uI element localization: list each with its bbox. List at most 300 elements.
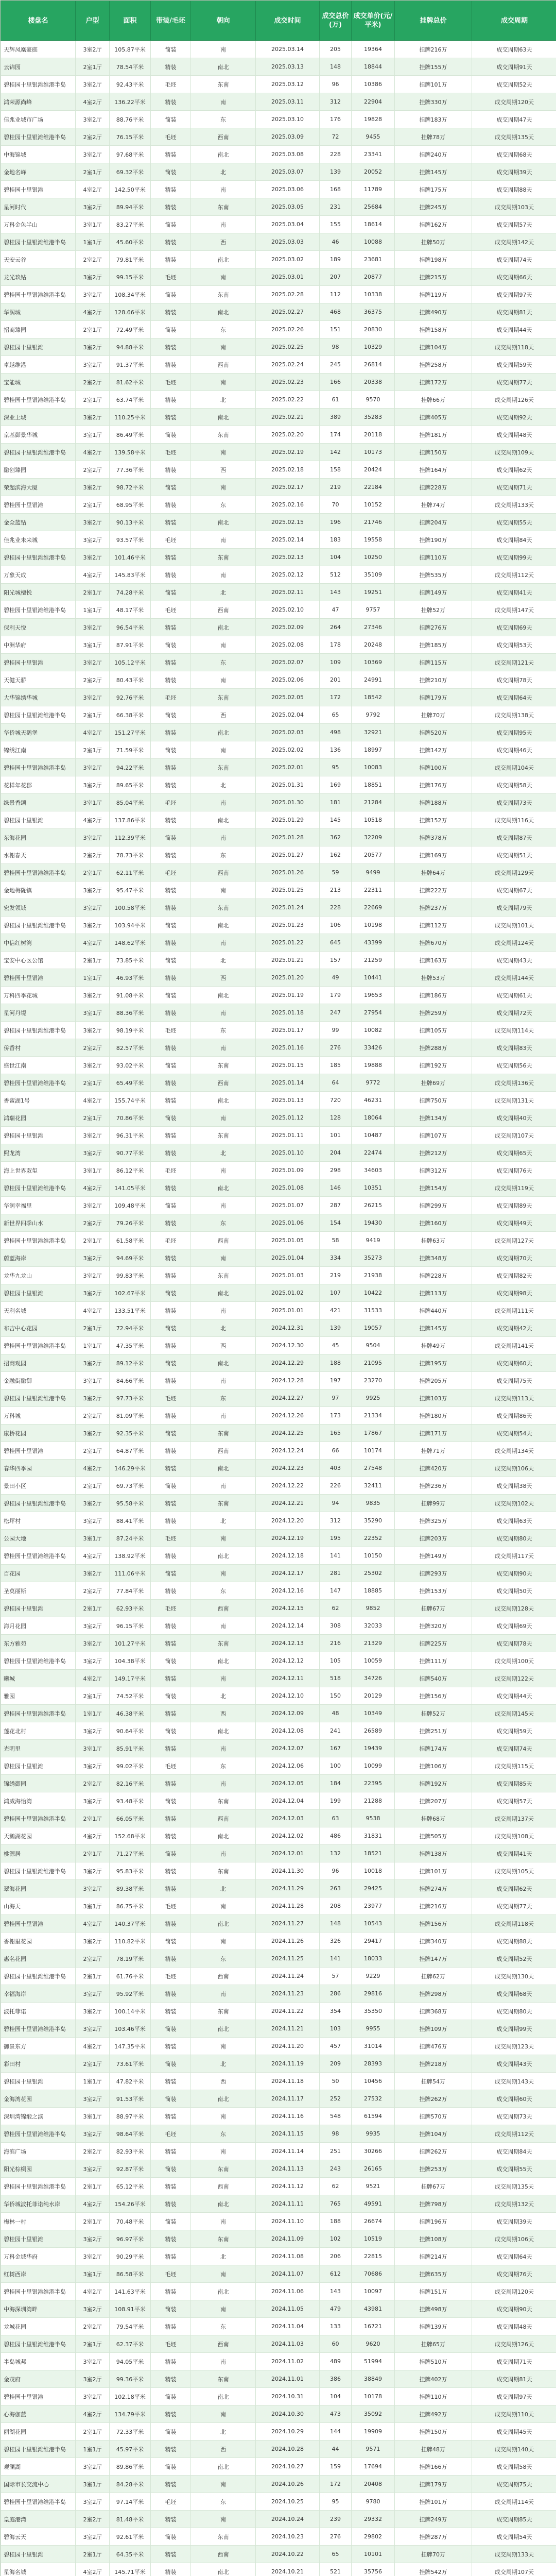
- deal-date-cell: 2025.01.28: [256, 829, 320, 846]
- layout-cell: 2室1厅: [76, 496, 110, 514]
- deal-cycle-cell: 成交周期103天: [472, 198, 556, 216]
- unit-price-cell: 10518: [352, 811, 395, 829]
- table-row: [1, 2055, 556, 2073]
- area-cell: 92.87平米: [110, 2160, 151, 2178]
- layout-cell: 3室2厅: [76, 1635, 110, 1652]
- decoration-cell: 精装: [151, 1004, 191, 1022]
- listing-price-cell: 挂牌169万: [395, 846, 472, 864]
- community-cell: 鸿威海怡湾: [1, 1792, 76, 1810]
- decoration-cell: 精装: [151, 759, 191, 776]
- decoration-cell: 毛坯: [151, 1600, 191, 1617]
- layout-cell: 4室2厅: [76, 2283, 110, 2300]
- deal-date-cell: 2024.11.05: [256, 2300, 320, 2318]
- unit-price-cell: 18885: [352, 1582, 395, 1600]
- orientation-cell: 西南: [191, 1074, 256, 1092]
- community-cell: 碧桂园十里银滩维港半岛: [1, 1495, 76, 1512]
- unit-price-cell: 17694: [352, 2458, 395, 2476]
- deal-date-cell: 2025.03.12: [256, 76, 320, 93]
- deal-date-cell: 2025.02.22: [256, 391, 320, 409]
- table-row: [1, 2090, 556, 2108]
- decoration-cell: 毛坯: [151, 601, 191, 619]
- deal-date-cell: 2024.11.06: [256, 2283, 320, 2300]
- community-cell: 碧桂园十里银滩维港半岛: [1, 1705, 76, 1722]
- total-price-cell: 386: [320, 2370, 352, 2388]
- unit-price-cell: 49591: [352, 2195, 395, 2213]
- total-price-cell: 228: [320, 146, 352, 163]
- decoration-cell: 精装: [151, 1635, 191, 1652]
- header-cell-area: 面积: [110, 1, 151, 41]
- deal-cycle-cell: 成交周期43天: [472, 2055, 556, 2073]
- orientation-cell: 东: [191, 1214, 256, 1232]
- decoration-cell: 精装: [151, 2230, 191, 2248]
- listing-price-cell: 挂牌139万: [395, 2318, 472, 2335]
- unit-price-cell: 10099: [352, 1757, 395, 1775]
- unit-price-cell: 18521: [352, 1845, 395, 1862]
- layout-cell: 4室2厅: [76, 303, 110, 321]
- unit-price-cell: 18033: [352, 1950, 395, 1968]
- orientation-cell: 南北: [191, 811, 256, 829]
- listing-price-cell: 挂牌70万: [395, 2546, 472, 2563]
- listing-price-cell: 挂牌298万: [395, 1985, 472, 2003]
- listing-price-cell: 挂牌262万: [395, 2090, 472, 2108]
- deal-date-cell: 2025.02.13: [256, 549, 320, 566]
- table-row: [1, 1880, 556, 1897]
- layout-cell: 2室2厅: [76, 128, 110, 146]
- area-cell: 154.26平米: [110, 2195, 151, 2213]
- total-price-cell: 97: [320, 1389, 352, 1407]
- layout-cell: 2室2厅: [76, 2143, 110, 2160]
- deal-date-cell: 2025.03.04: [256, 216, 320, 233]
- area-cell: 68.95平米: [110, 496, 151, 514]
- deal-date-cell: 2025.01.24: [256, 899, 320, 917]
- community-cell: 天鹅湖花园: [1, 1827, 76, 1845]
- orientation-cell: 东南: [191, 286, 256, 303]
- layout-cell: 3室2厅: [76, 1512, 110, 1530]
- deal-cycle-cell: 成交周期54天: [472, 2528, 556, 2546]
- table-row: [1, 1214, 556, 1232]
- area-cell: 155.74平米: [110, 1092, 151, 1109]
- unit-price-cell: 10173: [352, 444, 395, 461]
- layout-cell: 2室1厅: [76, 864, 110, 882]
- listing-price-cell: 挂牌312万: [395, 1162, 472, 1179]
- area-cell: 100.14平米: [110, 2003, 151, 2020]
- layout-cell: 1室1厅: [76, 1337, 110, 1354]
- unit-price-cell: 43399: [352, 934, 395, 952]
- orientation-cell: 北: [191, 1880, 256, 1897]
- unit-price-cell: 10422: [352, 1284, 395, 1302]
- orientation-cell: 北: [191, 1512, 256, 1530]
- total-price-cell: 144: [320, 2423, 352, 2441]
- total-price-cell: 239: [320, 2511, 352, 2528]
- layout-cell: 3室1厅: [76, 2108, 110, 2125]
- orientation-cell: 东南: [191, 2160, 256, 2178]
- community-cell: 光明里: [1, 1740, 76, 1757]
- deal-date-cell: 2024.11.10: [256, 2213, 320, 2230]
- deal-cycle-cell: 成交周期88天: [472, 1933, 556, 1950]
- deal-cycle-cell: 成交周期60天: [472, 1354, 556, 1372]
- total-price-cell: 196: [320, 514, 352, 531]
- table-row: [1, 2248, 556, 2265]
- table-row: [1, 2458, 556, 2476]
- unit-price-cell: 24991: [352, 671, 395, 689]
- deal-cycle-cell: 成交周期113天: [472, 1389, 556, 1407]
- total-price-cell: 59: [320, 864, 352, 882]
- header-cell-layout: 户型: [76, 1, 110, 41]
- deal-date-cell: 2025.02.27: [256, 303, 320, 321]
- community-cell: 星海名城: [1, 2563, 76, 2576]
- deal-cycle-cell: 成交周期77天: [472, 1897, 556, 1915]
- deal-date-cell: 2024.12.11: [256, 1670, 320, 1687]
- table-row: [1, 794, 556, 811]
- decoration-cell: 毛坯: [151, 2335, 191, 2353]
- layout-cell: 2室1厅: [76, 58, 110, 76]
- total-price-cell: 107: [320, 1284, 352, 1302]
- community-cell: 康桥花园: [1, 1425, 76, 1442]
- area-cell: 139.58平米: [110, 444, 151, 461]
- deal-cycle-cell: 成交周期118天: [472, 338, 556, 356]
- layout-cell: 4室2厅: [76, 1092, 110, 1109]
- table-row: [1, 2283, 556, 2300]
- decoration-cell: 精装: [151, 776, 191, 794]
- area-cell: 81.48平米: [110, 2511, 151, 2528]
- listing-price-cell: 挂牌62万: [395, 1968, 472, 1985]
- total-price-cell: 159: [320, 2458, 352, 2476]
- orientation-cell: 南: [191, 1897, 256, 1915]
- listing-price-cell: 挂牌101万: [395, 1862, 472, 1880]
- unit-price-cell: 35290: [352, 1512, 395, 1530]
- listing-price-cell: 挂牌154万: [395, 1179, 472, 1197]
- unit-price-cell: 21284: [352, 794, 395, 811]
- listing-price-cell: 挂牌109万: [395, 2020, 472, 2038]
- area-cell: 82.93平米: [110, 2143, 151, 2160]
- area-cell: 69.32平米: [110, 163, 151, 181]
- layout-cell: 3室2厅: [76, 2248, 110, 2265]
- layout-cell: 3室2厅: [76, 759, 110, 776]
- table-row: [1, 2388, 556, 2405]
- community-cell: 阳光城檀悦: [1, 584, 76, 601]
- area-cell: 99.36平米: [110, 2370, 151, 2388]
- listing-price-cell: 挂牌240万: [395, 146, 472, 163]
- total-price-cell: 181: [320, 794, 352, 811]
- listing-price-cell: 挂牌535万: [395, 566, 472, 584]
- deal-date-cell: 2025.02.06: [256, 671, 320, 689]
- orientation-cell: 东: [191, 1389, 256, 1407]
- decoration-cell: 精装: [151, 461, 191, 479]
- unit-price-cell: 22815: [352, 2248, 395, 2265]
- unit-price-cell: 32411: [352, 1477, 395, 1495]
- decoration-cell: 简装: [151, 2090, 191, 2108]
- community-cell: 天辉凤凰豪庭: [1, 41, 76, 58]
- listing-price-cell: 挂牌798万: [395, 2195, 472, 2213]
- community-cell: 碧桂园十里银滩维港半岛: [1, 1022, 76, 1039]
- orientation-cell: 南北: [191, 58, 256, 76]
- deal-cycle-cell: 成交周期90天: [472, 2300, 556, 2318]
- decoration-cell: 简装: [151, 2423, 191, 2441]
- layout-cell: 4室2厅: [76, 566, 110, 584]
- decoration-cell: 简装: [151, 2300, 191, 2318]
- total-price-cell: 112: [320, 286, 352, 303]
- listing-price-cell: 挂牌492万: [395, 2405, 472, 2423]
- deal-date-cell: 2025.01.17: [256, 1022, 320, 1039]
- decoration-cell: 精装: [151, 2038, 191, 2055]
- total-price-cell: 287: [320, 1197, 352, 1214]
- orientation-cell: 南: [191, 2143, 256, 2160]
- table-row: [1, 303, 556, 321]
- orientation-cell: 南: [191, 829, 256, 846]
- area-cell: 99.15平米: [110, 268, 151, 286]
- listing-price-cell: 挂牌236万: [395, 1477, 472, 1495]
- community-cell: 锦绣江南: [1, 741, 76, 759]
- deal-cycle-cell: 成交周期39天: [472, 2213, 556, 2230]
- unit-price-cell: 31831: [352, 1827, 395, 1845]
- community-cell: 碧桂园十里银滩维港半岛: [1, 286, 76, 303]
- layout-cell: 3室2厅: [76, 2493, 110, 2511]
- deal-date-cell: 2024.11.12: [256, 2178, 320, 2195]
- deal-date-cell: 2024.12.09: [256, 1705, 320, 1722]
- unit-price-cell: 10150: [352, 1547, 395, 1565]
- table-row: [1, 1039, 556, 1057]
- community-cell: 香蜜湖1号: [1, 1092, 76, 1109]
- unit-price-cell: 10250: [352, 549, 395, 566]
- deal-date-cell: 2024.12.02: [256, 1827, 320, 1845]
- community-cell: 莲花北村: [1, 1722, 76, 1740]
- unit-price-cell: 33426: [352, 1039, 395, 1057]
- area-cell: 84.28平米: [110, 2476, 151, 2493]
- deal-cycle-cell: 成交周期76天: [472, 1162, 556, 1179]
- orientation-cell: 南: [191, 2511, 256, 2528]
- layout-cell: 3室1厅: [76, 2265, 110, 2283]
- community-cell: 保利天悦: [1, 619, 76, 636]
- deal-cycle-cell: 成交周期38天: [472, 1477, 556, 1495]
- listing-price-cell: 挂牌65万: [395, 2335, 472, 2353]
- community-cell: 波托菲诺: [1, 2003, 76, 2020]
- deal-date-cell: 2024.11.14: [256, 2143, 320, 2160]
- listing-price-cell: 挂牌175万: [395, 181, 472, 198]
- deal-cycle-cell: 成交周期123天: [472, 2038, 556, 2055]
- unit-price-cell: 26589: [352, 1722, 395, 1740]
- decoration-cell: 精装: [151, 2248, 191, 2265]
- unit-price-cell: 9792: [352, 706, 395, 724]
- community-cell: 春华四季园: [1, 1460, 76, 1477]
- layout-cell: 4室2厅: [76, 2563, 110, 2576]
- total-price-cell: 151: [320, 321, 352, 338]
- orientation-cell: 南北: [191, 1827, 256, 1845]
- table-row: [1, 146, 556, 163]
- layout-cell: 3室1厅: [76, 1372, 110, 1389]
- deal-date-cell: 2024.11.17: [256, 2090, 320, 2108]
- listing-price-cell: 挂牌216万: [395, 41, 472, 58]
- area-cell: 61.58平米: [110, 1232, 151, 1249]
- deal-cycle-cell: 成交周期82天: [472, 1267, 556, 1284]
- table-row: [1, 2265, 556, 2283]
- total-price-cell: 101: [320, 1127, 352, 1144]
- area-cell: 103.94平米: [110, 917, 151, 934]
- orientation-cell: 南: [191, 1530, 256, 1547]
- table-row: [1, 1372, 556, 1389]
- community-cell: 万科金域华府: [1, 2248, 76, 2265]
- listing-price-cell: 挂牌293万: [395, 1565, 472, 1582]
- area-cell: 88.41平米: [110, 1512, 151, 1530]
- total-price-cell: 201: [320, 671, 352, 689]
- orientation-cell: 南北: [191, 514, 256, 531]
- area-cell: 87.24平米: [110, 1530, 151, 1547]
- decoration-cell: 毛坯: [151, 1022, 191, 1039]
- listing-price-cell: 挂牌162万: [395, 216, 472, 233]
- unit-price-cell: 19888: [352, 1057, 395, 1074]
- deal-date-cell: 2025.01.02: [256, 1284, 320, 1302]
- table-row: [1, 1057, 556, 1074]
- deal-cycle-cell: 成交周期55天: [472, 2160, 556, 2178]
- table-row: [1, 198, 556, 216]
- decoration-cell: 精装: [151, 356, 191, 374]
- decoration-cell: 简装: [151, 2388, 191, 2405]
- header-cell-community: 楼盘名: [1, 1, 76, 41]
- table-row: [1, 601, 556, 619]
- deal-date-cell: 2024.12.24: [256, 1442, 320, 1460]
- listing-price-cell: 挂牌149万: [395, 584, 472, 601]
- decoration-cell: 简装: [151, 741, 191, 759]
- area-cell: 65.49平米: [110, 1074, 151, 1092]
- table-row: [1, 1389, 556, 1407]
- decoration-cell: 简装: [151, 1197, 191, 1214]
- decoration-cell: 简装: [151, 286, 191, 303]
- unit-price-cell: 20052: [352, 163, 395, 181]
- orientation-cell: 南: [191, 216, 256, 233]
- deal-cycle-cell: 成交周期112天: [472, 2125, 556, 2143]
- total-price-cell: 57: [320, 1968, 352, 1985]
- unit-price-cell: 26165: [352, 2160, 395, 2178]
- unit-price-cell: 9852: [352, 1600, 395, 1617]
- header-cell-orientation: 朝向: [191, 1, 256, 41]
- table-row: [1, 2318, 556, 2335]
- community-cell: 龙华九龙山: [1, 1267, 76, 1284]
- decoration-cell: 精装: [151, 2511, 191, 2528]
- layout-cell: 3室2厅: [76, 2528, 110, 2546]
- deal-date-cell: 2025.02.24: [256, 356, 320, 374]
- table-row: [1, 216, 556, 233]
- deal-cycle-cell: 成交周期132天: [472, 2195, 556, 2213]
- deal-date-cell: 2025.01.23: [256, 917, 320, 934]
- deal-cycle-cell: 成交周期135天: [472, 2178, 556, 2195]
- deal-cycle-cell: 成交周期80天: [472, 1530, 556, 1547]
- community-cell: 碧桂园十里银滩维港半岛: [1, 128, 76, 146]
- total-price-cell: 208: [320, 1897, 352, 1915]
- listing-price-cell: 挂牌66万: [395, 391, 472, 409]
- orientation-cell: 北: [191, 391, 256, 409]
- layout-cell: 3室2厅: [76, 1565, 110, 1582]
- area-cell: 148.62平米: [110, 934, 151, 952]
- unit-price-cell: 10487: [352, 1127, 395, 1144]
- layout-cell: 1室1厅: [76, 2441, 110, 2458]
- listing-price-cell: 挂牌108万: [395, 2230, 472, 2248]
- unit-price-cell: 23977: [352, 1897, 395, 1915]
- total-price-cell: 189: [320, 251, 352, 268]
- layout-cell: 2室1厅: [76, 1477, 110, 1495]
- decoration-cell: 简装: [151, 1687, 191, 1705]
- community-cell: 碧桂园十里银滩: [1, 2073, 76, 2090]
- community-cell: 碧桂园十里银滩维港半岛: [1, 601, 76, 619]
- decoration-cell: 毛坯: [151, 2493, 191, 2511]
- unit-price-cell: 29332: [352, 2511, 395, 2528]
- listing-price-cell: 挂牌104万: [395, 2125, 472, 2143]
- area-cell: 145.83平米: [110, 566, 151, 584]
- community-cell: 碧桂园十里银滩: [1, 496, 76, 514]
- total-price-cell: 50: [320, 2073, 352, 2090]
- decoration-cell: 简装: [151, 1722, 191, 1740]
- table-row: [1, 549, 556, 566]
- table-row: [1, 636, 556, 654]
- orientation-cell: 南: [191, 2405, 256, 2423]
- orientation-cell: 南: [191, 741, 256, 759]
- deal-cycle-cell: 成交周期63天: [472, 1512, 556, 1530]
- deal-date-cell: 2025.02.19: [256, 444, 320, 461]
- layout-cell: 3室2厅: [76, 2230, 110, 2248]
- deal-date-cell: 2024.12.22: [256, 1477, 320, 1495]
- unit-price-cell: 19251: [352, 584, 395, 601]
- total-price-cell: 226: [320, 1477, 352, 1495]
- layout-cell: 2室2厅: [76, 251, 110, 268]
- deal-date-cell: 2025.02.15: [256, 514, 320, 531]
- decoration-cell: 简装: [151, 2020, 191, 2038]
- layout-cell: 1室1厅: [76, 2073, 110, 2090]
- unit-price-cell: 18064: [352, 1109, 395, 1127]
- unit-price-cell: 9571: [352, 2441, 395, 2458]
- deal-cycle-cell: 成交周期99天: [472, 2020, 556, 2038]
- deal-date-cell: 2025.01.31: [256, 776, 320, 794]
- layout-cell: 3室2厅: [76, 1985, 110, 2003]
- total-price-cell: 243: [320, 2160, 352, 2178]
- deal-date-cell: 2024.12.15: [256, 1600, 320, 1617]
- decoration-cell: 精装: [151, 1039, 191, 1057]
- layout-cell: 1室1厅: [76, 969, 110, 987]
- table-row: [1, 1862, 556, 1880]
- header-cell-listing-price: 挂牌总价: [395, 1, 472, 41]
- total-price-cell: 247: [320, 1004, 352, 1022]
- table-row: [1, 111, 556, 128]
- unit-price-cell: 26215: [352, 1197, 395, 1214]
- layout-cell: 3室2厅: [76, 531, 110, 549]
- table-row: [1, 846, 556, 864]
- deal-cycle-cell: 成交周期46天: [472, 741, 556, 759]
- listing-price-cell: 挂牌192万: [395, 1775, 472, 1792]
- community-cell: 海滨广场: [1, 2143, 76, 2160]
- deal-cycle-cell: 成交周期71天: [472, 2353, 556, 2370]
- area-cell: 89.38平米: [110, 1880, 151, 1897]
- deal-cycle-cell: 成交周期69天: [472, 619, 556, 636]
- listing-price-cell: 挂牌111万: [395, 1652, 472, 1670]
- decoration-cell: 精装: [151, 2108, 191, 2125]
- table-row: [1, 1162, 556, 1179]
- listing-price-cell: 挂牌190万: [395, 531, 472, 549]
- community-cell: 翠海花园: [1, 1880, 76, 1897]
- orientation-cell: 南: [191, 1109, 256, 1127]
- area-cell: 86.75平米: [110, 1897, 151, 1915]
- decoration-cell: 精装: [151, 724, 191, 741]
- listing-price-cell: 挂牌48万: [395, 2441, 472, 2458]
- community-cell: 招商臻园: [1, 321, 76, 338]
- total-price-cell: 231: [320, 198, 352, 216]
- unit-price-cell: 27346: [352, 619, 395, 636]
- table-row: [1, 233, 556, 251]
- area-cell: 78.19平米: [110, 1950, 151, 1968]
- decoration-cell: 简装: [151, 636, 191, 654]
- decoration-cell: 毛坯: [151, 689, 191, 706]
- area-cell: 64.35平米: [110, 2546, 151, 2563]
- layout-cell: 2室1厅: [76, 163, 110, 181]
- table-row: [1, 2405, 556, 2423]
- unit-price-cell: 19430: [352, 1214, 395, 1232]
- orientation-cell: 东南: [191, 1635, 256, 1652]
